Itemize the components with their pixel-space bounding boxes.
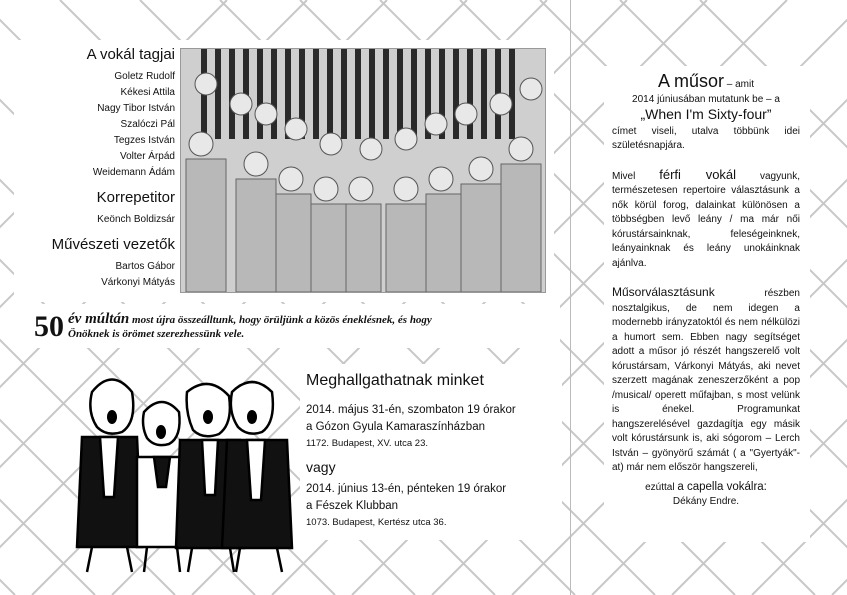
a-capella-prefix: ezúttal — [645, 481, 678, 493]
korrepetitor-title: Korrepetitor — [96, 189, 175, 206]
program-text — [612, 71, 800, 524]
song-title: „When I'm Sixty-four” — [640, 106, 772, 122]
a-capella-emphasis: a capella vokálra: — [677, 480, 767, 493]
member-name: Weidemann Ádám — [92, 167, 175, 178]
leaders-title: Művészeti vezetők — [51, 236, 175, 253]
member-name: Goletz Rudolf — [114, 71, 175, 82]
show-1-address: 1172. Budapest, XV. utca 23. — [306, 438, 429, 449]
fifty-text-2: Önöknek is örömet szerezhessünk vele. — [68, 328, 245, 340]
choir-photo — [180, 48, 546, 293]
leader-name: Várkonyi Mátyás — [101, 277, 175, 288]
show-2-venue: a Fészek Klubban — [306, 500, 399, 512]
member-name: Szalóczi Pál — [120, 119, 175, 130]
male-vocal-emphasis: férfi vokál — [659, 166, 737, 182]
fifty-lead: év múltán — [68, 311, 130, 327]
program-title-rest: – amit — [724, 79, 755, 90]
show-2-date: 2014. június 13-én, pénteken 19 órakor — [306, 483, 507, 495]
members-title: A vokál tagjai — [86, 46, 175, 63]
member-name: Nagy Tibor István — [97, 103, 175, 114]
program-choice-emphasis: Műsorválasztásunk — [612, 285, 715, 299]
show-1-date: 2014. május 31-én, szombaton 19 órakor — [306, 404, 516, 416]
page-fold — [570, 0, 571, 595]
performances-block — [306, 372, 561, 530]
singers-cartoon — [62, 362, 298, 580]
program-line-2: 2014 júniusában mutatunk be – a — [632, 93, 780, 105]
members-block — [20, 46, 175, 291]
show-1-venue: a Gózon Gyula Kamaraszínházban — [306, 421, 485, 433]
program-paragraph-2: vagyunk, természetesen repertoire választásunk a nők körül forog, dalainkat különösen a többségben levő leány / ma már női kórustársainknak, feleségeinknek, leányainknak és leány unokáinknak ajánlva. — [612, 170, 800, 269]
signature: Dékány Endre. — [672, 496, 740, 507]
leader-name: Bartos Gábor — [115, 261, 175, 272]
program-title: A műsor — [657, 71, 724, 91]
fifty-years-note — [34, 310, 554, 344]
member-name: Tegzes István — [113, 135, 175, 146]
fifty-text-1: most újra összeálltunk, hogy örüljünk a közös éneklésnek, és hogy — [129, 314, 432, 326]
or-label: vagy — [306, 459, 336, 475]
performances-heading: Meghallgathatnak minket — [306, 372, 484, 389]
fifty-number: 50 — [34, 310, 64, 343]
show-2-address: 1073. Budapest, Kertész utca 36. — [306, 517, 447, 528]
korrepetitor-name: Keönch Boldizsár — [97, 214, 175, 225]
member-name: Kékesi Attila — [120, 87, 175, 98]
program-paragraph-3: részben nosztalgikus, de nem idegen a modernebb irányzatoktól és nem nélkülözi a humort sem. Ebben nagy segítséget adott a műsor jó részét hangszerelő volt kórustársam, Várkonyi Mátyás, aki nevet szerzett magának zeneszerzőként a pop /musical/ operett műfajban, s most velünk is énekel. Programunkat hangszerelésével gazdagítja egy másik volt kórustársunk is, aki sógorom – Lerch István – gyönyörű számát ( a "Gyertyák"-at) már nem először hangszereli, — [612, 288, 800, 473]
member-name: Volter Árpád — [119, 151, 175, 162]
program-paragraph-2-start: Mivel — [612, 170, 660, 182]
program-paragraph-1: címet viseli, utalva többünk idei születésnapjára. — [612, 125, 800, 151]
